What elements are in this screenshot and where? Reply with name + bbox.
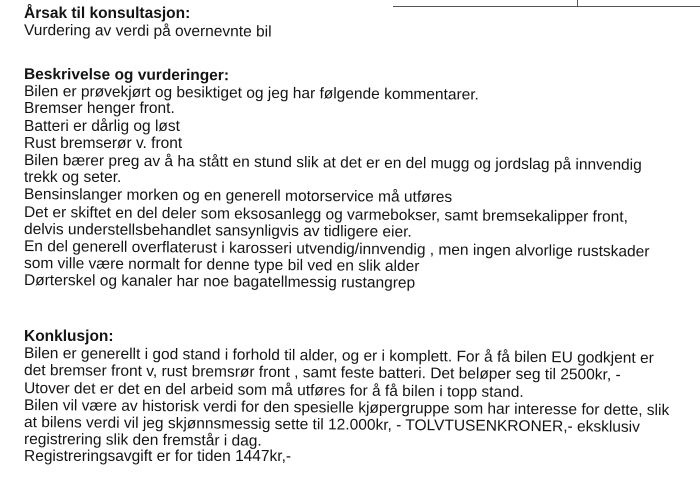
konklusjon-line: at bilens verdi vil jeg skjønnsmessig sette til 12.000kr, - TOLVTUSENKRONER,- eksklusiv (23, 414, 640, 436)
beskrivelse-line: trekk og seter. (24, 169, 122, 187)
beskrivelse-line: Rust bremserør v. front (24, 134, 183, 152)
konklusjon-section (24, 328, 700, 466)
konklusjon-line: Bilen vil være av historisk verdi for den spesielle kjøpergruppe som har interesse for dette, slik (23, 396, 670, 419)
beskrivelse-line: Batteri er dårlig og løst (24, 117, 180, 135)
beskrivelse-line: Bensinslanger morken og en generell motorservice må utføres (23, 186, 453, 207)
beskrivelse-line: som ville være normalt for denne type bil ved en slik alder (23, 255, 420, 276)
konklusjon-line: registrering slik den fremstår i dag. (23, 431, 262, 450)
beskrivelse-line: Bilen er prøvekjørt og besiktiget og jeg har følgende kommentarer. (23, 83, 479, 104)
konklusjon-line: Bilen er generellt i god stand i forhold til alder, og er i komplett. For å få bilen EU godkjent er (23, 345, 654, 368)
konklusjon-line: Utover det er det en del arbeid som må utføres for å få bilen i topp stand. (23, 379, 524, 401)
beskrivelse-line: Bremser henger front. (24, 100, 175, 118)
arsak-section (24, 5, 700, 39)
beskrivelse-heading: Beskrivelse og vurderinger: (23, 66, 230, 85)
konklusjon-line: det bremser front v, rust bremsrør front , samt feste batteri. Det beløper seg til 2500kr, - (23, 362, 621, 385)
konklusjon-heading: Konklusjon: (24, 328, 114, 345)
arsak-heading: Årsak til konsultasjon: (24, 5, 191, 22)
beskrivelse-line: Bilen bærer preg av å ha stått en stund slik at det er en del mugg og jordslag på innvendig (23, 152, 642, 174)
beskrivelse-line: Dørterskel og kanaler har noe bagatellmessig rustangrep (23, 272, 416, 293)
beskrivelse-section (23, 66, 700, 293)
beskrivelse-line: delvis understellsbehandlet sansynligvis av tidligere eier. (23, 220, 412, 241)
beskrivelse-line: En del generell overflaterust i karosseri utvendig/innvendig , men ingen alvorlige rustskader (23, 238, 650, 261)
arsak-line: Vurdering av verdi på overnevnte bil (23, 22, 272, 41)
beskrivelse-line: Det er skiftet en del deler som eksosanlegg og varmebokser, samt bremsekalipper front, (23, 203, 628, 226)
konklusjon-line: Registreringsavgift er for tiden 1447kr,- (24, 448, 292, 466)
